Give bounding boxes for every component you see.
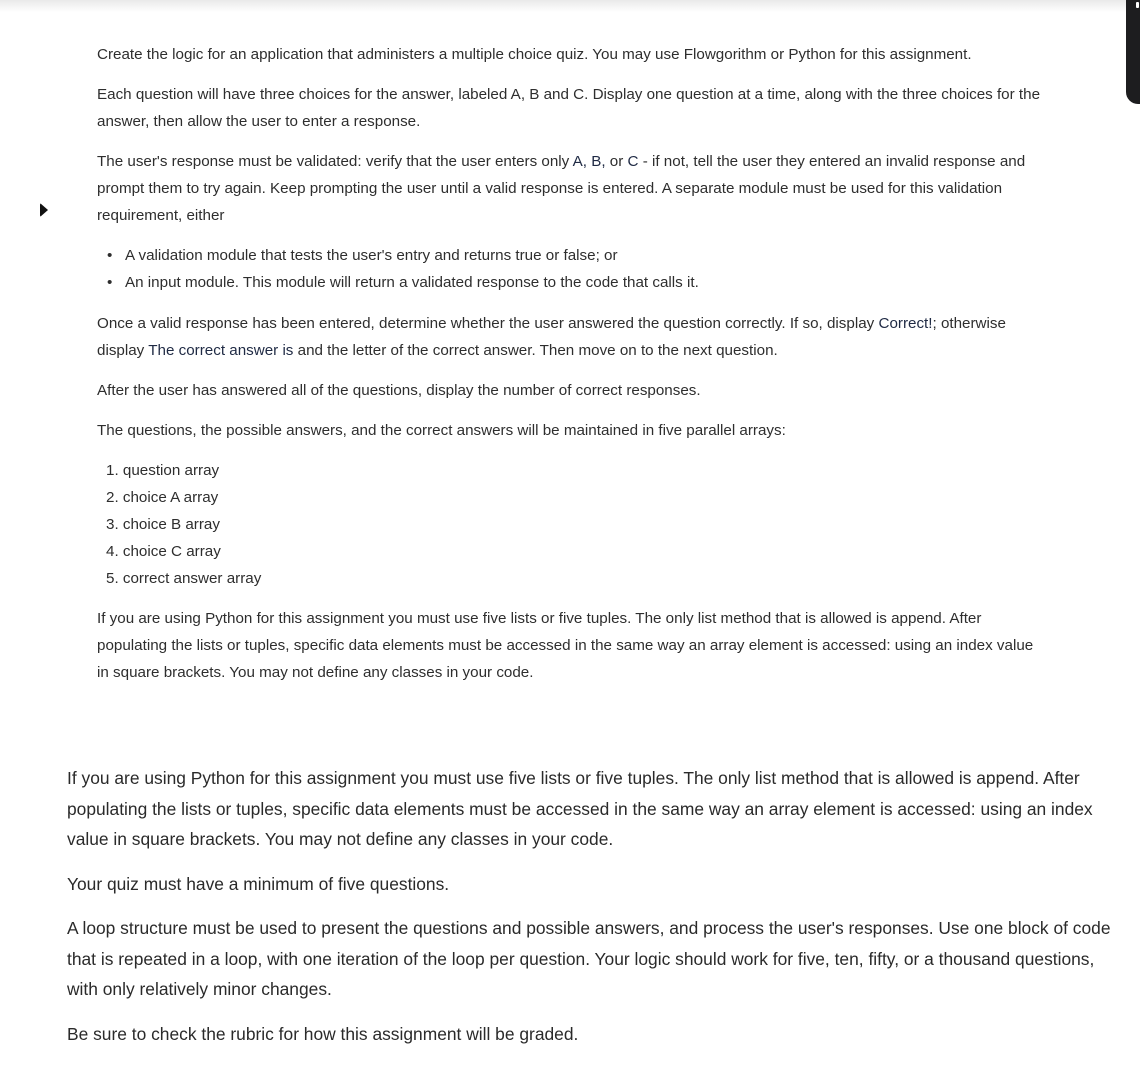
minimum-paragraph: Your quiz must have a minimum of five questions. [67, 873, 450, 894]
correctness-paragraph [97, 310, 1042, 364]
list-item: • A validation module that tests the user's entry and returns true or false; or [125, 242, 1042, 269]
list-item: 5. correct answer array [106, 570, 262, 587]
arrays-paragraph: The questions, the possible answers, and the correct answers will be maintained in five parallel arrays: [97, 422, 786, 439]
side-panel-handle[interactable] [1126, 0, 1140, 104]
list-item: 3. choice B array [106, 516, 220, 533]
list-item: • An input module. This module will return a validated response to the code that calls it. [125, 269, 1042, 296]
valid-letter-c: C [627, 153, 639, 170]
list-item: 4. choice C array [106, 543, 221, 560]
correctness-text-2: ; otherwise display [97, 315, 1006, 359]
correct-message: Correct! [878, 315, 933, 332]
python-paragraph-large: If you are using Python for this assignment you must use five lists or five tuples. The only list method that is allowed is append. After populating the lists or tuples, specific data elements must be accessed in the same way an array element is accessed: using an index value in square brackets. You may not define any classes in your code. [67, 768, 1093, 849]
validation-text-3: - if not, tell the user they entered an invalid response and prompt them to try again. Keep prompting the user until a valid response is entered. A separate module must be used for this validation requirement, either [97, 153, 1026, 224]
module-options-list [97, 242, 1042, 296]
loop-paragraph: A loop structure must be used to present the questions and possible answers, and process the user's responses. Use one block of code that is repeated in a loop, with one iteration of the loop per question. Your logic should work for five, ten, fifty, or a thousand questions, with only relatively minor changes. [67, 918, 1111, 999]
validation-text-2: or [605, 153, 628, 170]
python-paragraph: If you are using Python for this assignment you must use five lists or five tuples. The only list method that is allowed is append. After populating the lists or tuples, specific data elements must be accessed in the same way an array element is accessed: using an index value in square brackets. You may not define any classes in your code. [97, 610, 1034, 681]
top-shadow [0, 0, 1140, 12]
play-triangle-icon[interactable] [40, 203, 48, 217]
handle-indicator-icon [1136, 2, 1139, 8]
count-paragraph: After the user has answered all of the questions, display the number of correct responses. [97, 382, 701, 399]
arrays-list [97, 457, 1042, 592]
choices-paragraph: Each question will have three choices for the answer, labeled A, B and C. Display one question at a time, along with the three choices for the answer, then allow the user to enter a response. [97, 86, 1041, 130]
list-item: 1. question array [106, 462, 220, 479]
validation-paragraph [97, 148, 1042, 229]
answer-message: The correct answer is [148, 342, 294, 359]
intro-paragraph: Create the logic for an application that administers a multiple choice quiz. You may use Flowgorithm or Python for this assignment. [97, 46, 972, 63]
valid-letters: A, B, [572, 153, 606, 170]
assignment-instructions [97, 41, 1042, 699]
validation-text-1: The user's response must be validated: verify that the user enters only [97, 153, 573, 170]
correctness-text-3: and the letter of the correct answer. Then move on to the next question. [293, 342, 778, 359]
correctness-text-1: Once a valid response has been entered, determine whether the user answered the question correctly. If so, display [97, 315, 879, 332]
list-item: 2. choice A array [106, 489, 219, 506]
rubric-paragraph: Be sure to check the rubric for how this assignment will be graded. [67, 1023, 579, 1044]
assignment-instructions-continued [67, 763, 1127, 1063]
